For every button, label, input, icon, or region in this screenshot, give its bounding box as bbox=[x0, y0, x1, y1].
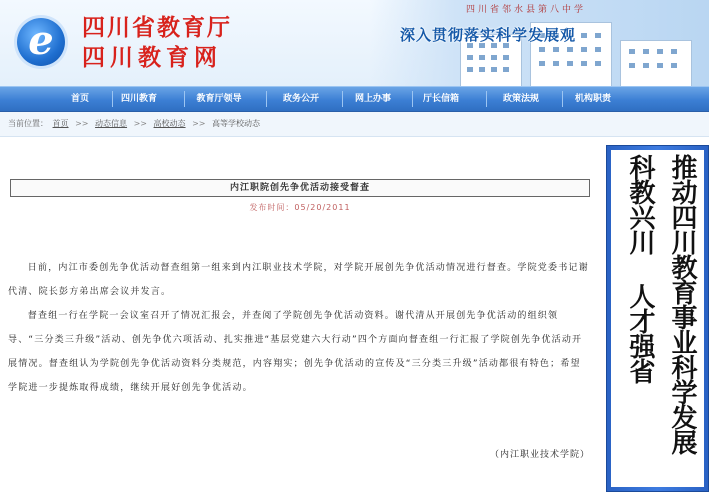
breadcrumb-separator: >> bbox=[75, 119, 89, 128]
nav-separator bbox=[486, 91, 487, 107]
breadcrumb-label: 当前位置： bbox=[8, 119, 48, 128]
nav-item-mailbox[interactable]: 厅长信箱 bbox=[422, 94, 459, 104]
article-title: 内江职院创先争优活动接受督查 bbox=[10, 179, 590, 197]
article-source: （内江职业技术学院） bbox=[489, 450, 590, 460]
nav-item-policies[interactable]: 政策法规 bbox=[502, 94, 539, 104]
nav-separator bbox=[266, 91, 267, 107]
site-header bbox=[0, 0, 709, 86]
breadcrumb-news-link[interactable]: 动态信息 bbox=[95, 119, 128, 128]
site-title-line2[interactable]: 四川教育网 bbox=[82, 45, 222, 71]
e-logo-icon[interactable]: e bbox=[17, 18, 65, 66]
nav-item-home[interactable]: 首页 bbox=[70, 94, 89, 104]
side-slogan-line2: 科教兴川 人才强省 bbox=[625, 154, 655, 383]
breadcrumb-separator: >> bbox=[192, 119, 206, 128]
publish-time: 发布时间：05/20/2011 bbox=[249, 203, 351, 212]
breadcrumb-current: 高等学校动态 bbox=[212, 119, 261, 128]
side-banner-inner bbox=[611, 150, 704, 487]
nav-item-sichuan-education[interactable]: 四川教育 bbox=[120, 94, 157, 104]
nav-separator bbox=[112, 91, 113, 107]
header-banner bbox=[370, 0, 709, 86]
breadcrumb-college-link[interactable]: 高校动态 bbox=[153, 119, 186, 128]
building-illustration bbox=[620, 40, 692, 86]
site-title-line1[interactable]: 四川省教育厅 bbox=[82, 15, 232, 41]
banner-slogan: 深入贯彻落实科学发展观 bbox=[400, 26, 577, 44]
nav-item-online-services[interactable]: 网上办事 bbox=[354, 94, 391, 104]
main-nav bbox=[0, 86, 709, 112]
nav-separator bbox=[342, 91, 343, 107]
nav-separator bbox=[184, 91, 185, 107]
article-paragraph: 日前，内江市委创先争优活动督查组第一组来到内江职业技术学院，对学院开展创先争优活动情况进行督查。学院党委书记谢代清、院长彭方弟出席会议并发言。 bbox=[8, 263, 589, 297]
breadcrumb bbox=[0, 112, 709, 137]
banner-school-name: 四川省邻水县第八中学 bbox=[466, 5, 587, 15]
nav-item-government-affairs[interactable]: 政务公开 bbox=[282, 94, 319, 104]
article-body bbox=[8, 256, 590, 400]
nav-item-leaders[interactable]: 教育厅领导 bbox=[196, 94, 242, 104]
breadcrumb-home-link[interactable]: 首页 bbox=[52, 119, 69, 128]
side-slogan-line1: 推动四川教育事业科学发展 bbox=[667, 154, 697, 454]
nav-item-institutions[interactable]: 机构职责 bbox=[574, 94, 611, 104]
breadcrumb-separator: >> bbox=[133, 119, 147, 128]
nav-separator bbox=[412, 91, 413, 107]
article-content bbox=[0, 137, 603, 504]
side-slogan-banner[interactable] bbox=[606, 145, 709, 492]
article-paragraph: 督查组一行在学院一会议室召开了情况汇报会，并查阅了学院创先争优活动资料。谢代清从开展创先争优活动的组织领导、“三分类三升级”活动、创先争优六项活动、扎实推进“基层党建六大行动”四个方面向督查组一行汇报了学院创先争优活动开展情况。督查组认为学院创先争优活动资料分类规范，内容翔实；创先争优活动的宣传及“三分类三升级”活动都很有特色；希望学院进一步提炼取得成绩，继续开展好创先争优活动。 bbox=[8, 311, 583, 393]
nav-separator bbox=[562, 91, 563, 107]
